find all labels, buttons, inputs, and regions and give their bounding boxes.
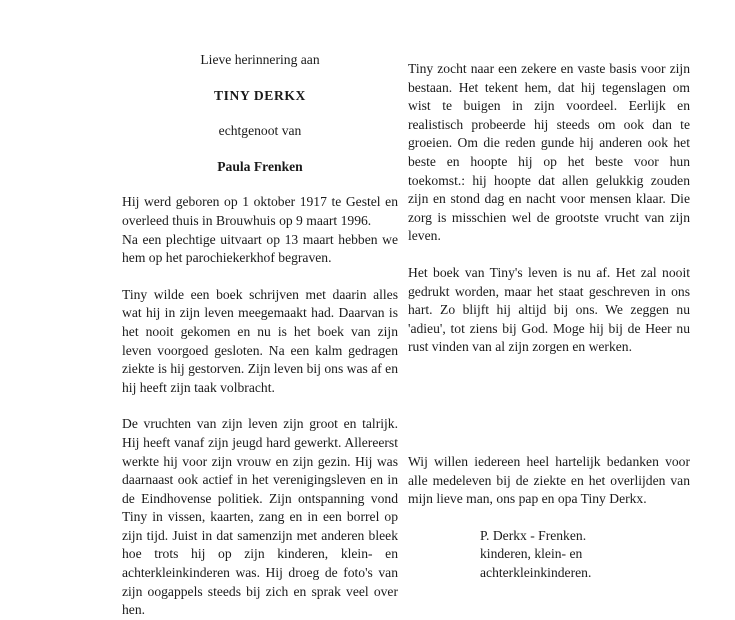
deceased-name: TINY DERKX — [214, 87, 306, 103]
book-paragraph: Tiny wilde een boek schrijven met daarin alles wat hij in zijn leven meegemaakt had. Daarvan is het nooit gekomen en nu is het boek van zijn leven voorgoed gesloten. Na een kalm gedragen ziekte is hij gestorven. Zijn leven bij ons was af en hij heeft zijn taak volbracht. — [122, 286, 398, 395]
signature — [480, 527, 690, 583]
signature-line: achterkleinkinderen. — [480, 564, 592, 580]
signature-line: kinderen, klein- en — [480, 546, 583, 562]
right-panel — [408, 60, 690, 582]
spouse-label: echtgenoot van — [218, 123, 302, 139]
life-fruits-paragraph: De vruchten van zijn leven zijn groot en talrijk. Hij heeft vanaf zijn jeugd hard gewerkt. Allereerst werkte hij voor zijn vrouw en zijn gezin. Hij was daarnaast ook actief in het verenigingsleven en in de Eindhovense politiek. Zijn ontspanning vond Tiny in vissen, kaarten, zang en in een borrel op zijn tijd. Juist in dat samenzijn met anderen bleek hoe trots hij op zijn kinderen, klein- en achterkleinkinderen was. Hij droeg de foto's van zijn oogappels steeds bij zich en sprak veel over hen. — [122, 416, 398, 618]
book-finished-paragraph: Het boek van Tiny's leven is nu af. Het zal nooit gedrukt worden, maar het staat geschreven in ons hart. Zo blijft hij altijd bij ons. We zeggen nu 'adieu', tot ziens bij God. Moge hij bij de Heer nu rust vinden van al zijn zorgen en werken. — [408, 264, 690, 355]
basis-paragraph: Tiny zocht naar een zekere en vaste basis voor zijn bestaan. Het tekent hem, dat hij tegenslagen om wist te buigen in zijn voordeel. Eerlijk en realistisch probeerde hij steeds om ook dan te groeien. Om die reden gunde hij anderen ook het beste en hoopte hij op het beste voor hun toekomst.: hij hoopte dat allen gelukkig zouden zijn en stond dag en nacht voor mensen klaar. Die zorg is misschien wel de grootste vrucht van zijn leven. — [408, 61, 690, 244]
funeral-paragraph: Na een plechtige uitvaart op 13 maart hebben we hem op het parochiekerkhof begraven. — [122, 231, 398, 266]
left-panel — [122, 51, 398, 620]
birth-death-paragraph: Hij werd geboren op 1 oktober 1917 te Gestel en overleed thuis in Brouwhuis op 9 maart 1996. — [122, 194, 398, 228]
heading: Lieve herinnering aan — [200, 52, 320, 67]
thanks-paragraph: Wij willen iedereen heel hartelijk bedanken voor alle medeleven bij de ziekte en het overlijden van mijn lieve man, ons pap en opa Tiny Derkx. — [408, 453, 690, 507]
spouse-name: Paula Frenken — [217, 158, 303, 174]
signature-line: P. Derkx - Frenken. — [480, 527, 587, 543]
